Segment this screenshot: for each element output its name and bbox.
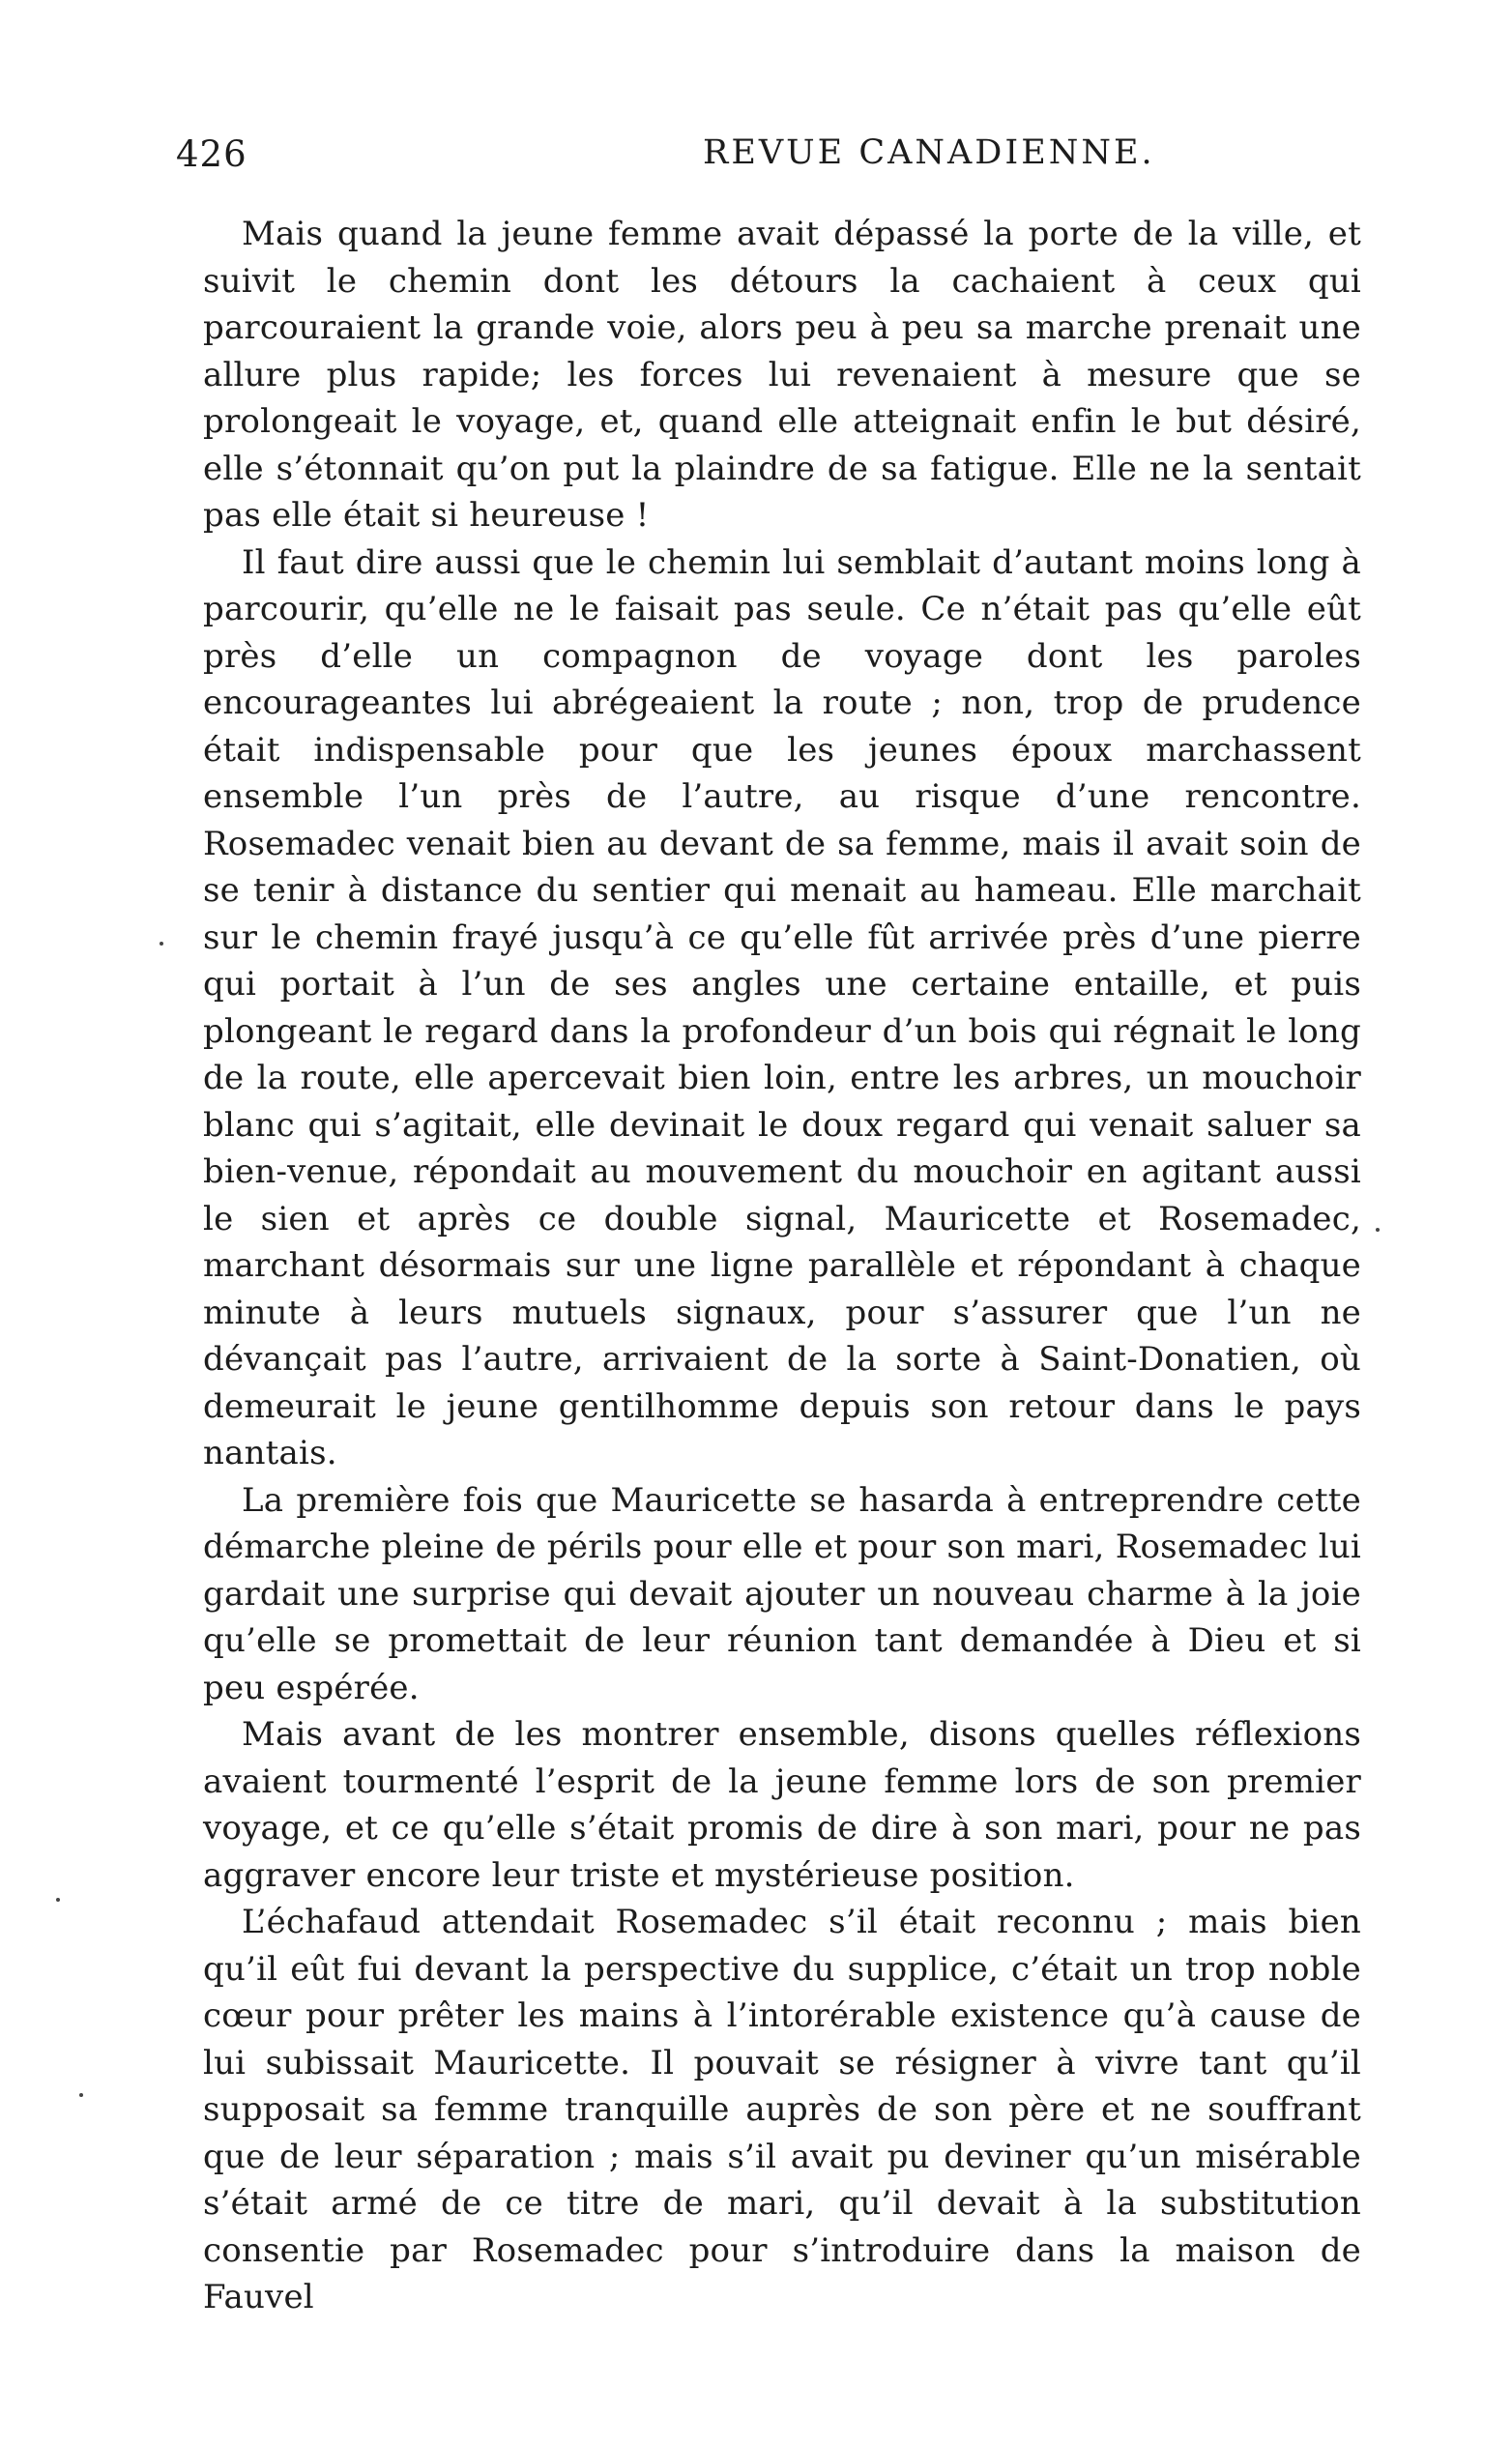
paragraph-4: Mais avant de les montrer ensemble, disons quelles réflexions avaient tourmenté l’esprit de la jeune femme lors de son premier voyage, et ce qu’elle s’était promis de dire à son mari, pour ne pas aggraver encore leur triste et mystérieuse position. xyxy=(203,1715,1361,1895)
paragraph-3: La première fois que Mauricette se hasarda à entreprendre cette démarche pleine de périls pour elle et pour son mari, Rosemadec lui gardait une surprise qui devait ajouter un nouveau charme à la joie qu’elle se promettait de leur réunion tant demandée à Dieu et si peu espérée. xyxy=(203,1480,1361,1707)
paragraph-1: Mais quand la jeune femme avait dépassé la porte de la ville, et suivit le chemin dont les détours la cachaient à ceux qui parcouraient la grande voie, alors peu à peu sa marche prenait une allure plus rapide; les forces lui revenaient à mesure que se prolongeait le voyage, et, quand elle atteignait enfin le but désiré, elle s’étonnait qu’on put la plaindre de sa fatigue. Elle ne la sentait pas elle était si heureuse ! xyxy=(203,215,1361,535)
paragraph-5: L’échafaud attendait Rosemadec s’il était reconnu ; mais bien qu’il eût fui devant la perspective du supplice, c’était un trop noble cœur pour prêter les mains à l’intorérable existence qu’à cause de lui subissait Mauricette. Il pouvait se résigner à vivre tant qu’il supposait sa femme tranquille auprès de son père et ne souffrant que de leur séparation ; mais s’il avait pu deviner qu’un misérable s’était armé de ce titre de mari, qu’il devait à la substitution consentie par Rosemadec pour s’introduire dans la maison de Fauvel xyxy=(203,1903,1361,2316)
page-number: 426 xyxy=(176,133,247,175)
scan-speck xyxy=(56,1898,60,1902)
scan-speck xyxy=(1376,1228,1380,1232)
scan-speck xyxy=(79,2093,83,2097)
page-header xyxy=(176,133,1365,191)
body-text xyxy=(203,211,1361,2321)
scan-speck xyxy=(160,942,163,946)
paragraph-2: Il faut dire aussi que le chemin lui semblait d’autant moins long à parcourir, qu’elle ne le faisait pas seule. Ce n’était pas qu’elle eût près d’elle un compagnon de voyage dont les paroles encourageantes lui abrégeaient la route ; non, trop de prudence était indispensable pour que les jeunes époux marchassent ensemble l’un près de l’autre, au risque d’une rencontre. Rosemadec venait bien au devant de sa femme, mais il avait soin de se tenir à distance du sentier qui menait au hameau. Elle marchait sur le chemin frayé jusqu’à ce qu’elle fût arrivée près d’une pierre qui portait à l’un de ses angles une certaine entaille, et puis plongeant le regard dans la profondeur d’un bois qui régnait le long de la route, elle apercevait bien loin, entre les arbres, un mouchoir blanc qui s’agitait, elle devinait le doux regard qui venait saluer sa bien-venue, répondait au mouvement du mouchoir en agitant aussi le sien et après ce double signal, Mauricette et Rosemadec, marchant désormais sur une ligne parallèle et répondant à chaque minute à leurs mutuels signaux, pour s’assurer que l’un ne dévançait pas l’autre, arrivaient de la sorte à Saint-Donatien, où demeurait le jeune gentilhomme depuis son retour dans le pays nantais. xyxy=(203,542,1361,1472)
running-title: REVUE CANADIENNE. xyxy=(703,133,1155,172)
